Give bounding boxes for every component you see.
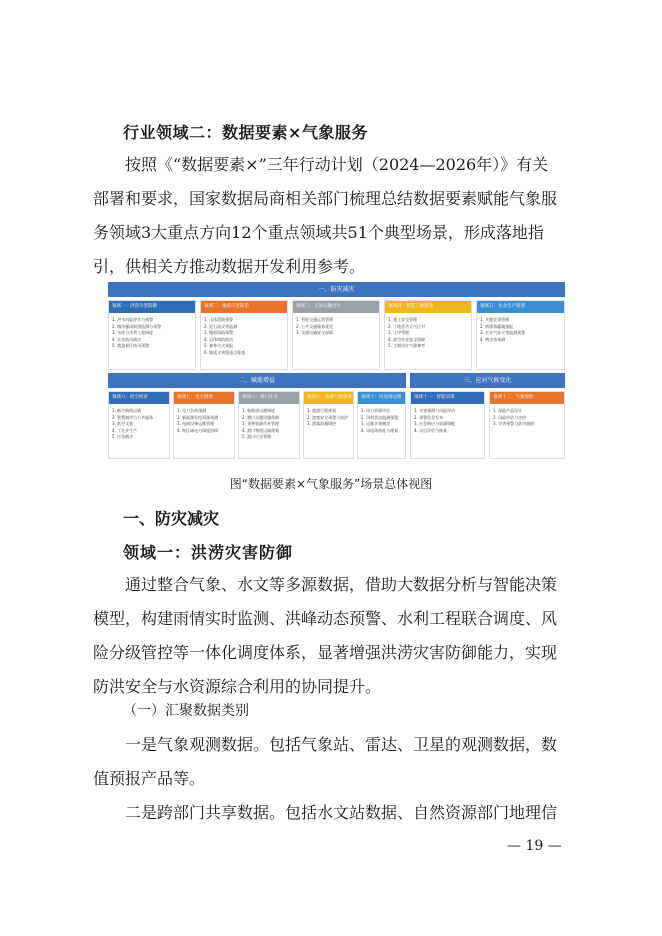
domain-card	[200, 300, 288, 370]
domain-title: 领域八：港口作业	[239, 392, 299, 404]
domain-card	[292, 300, 380, 370]
domain-item: 3. 农业气象灾害监测预警	[480, 330, 526, 335]
domain-item: 4. 农业防汛减灾	[112, 336, 142, 342]
domain-item: 4. 跨区域电力调度协调	[177, 427, 219, 433]
domain-title: 领域四：智慧工地建设	[385, 301, 471, 313]
domain-title: 领域十：风电场运维	[358, 392, 405, 404]
domain-items	[109, 313, 195, 350]
domain-items	[109, 404, 169, 441]
domain-items	[358, 404, 405, 434]
domain-item: 1. 船舶进出港调度	[242, 408, 276, 413]
domain-item: 2. 工地恶劣天气应对	[388, 323, 426, 329]
domain-item: 4. 高空作业安全保障	[388, 336, 426, 342]
domain-item: 3. 游客流量调控	[307, 421, 337, 426]
domain-item: 2. 风机状态监测预警	[361, 414, 399, 420]
domain-item: 3. 应急响应与资源调配	[414, 421, 456, 426]
domain-item: 3. 货物装卸作业管理	[242, 421, 280, 426]
domain-item: 1. 山体滑坡预警	[204, 317, 234, 322]
text-line: 引，供相关方推动数据开发利用参考。	[93, 257, 366, 276]
heading-domain-one: 领域一：洪涝灾害防御	[123, 543, 294, 562]
domain-item: 3. 工序管理	[388, 330, 410, 335]
domain-item: 2. 病情和灌溉预报	[480, 323, 514, 329]
domain-card	[489, 391, 565, 459]
domain-title: 领域一：洪涝灾害防御	[109, 301, 195, 313]
text-line: 防洪安全与水资源综合利用的协同提升。	[93, 677, 382, 696]
domain-card	[173, 391, 235, 459]
domain-items	[411, 404, 484, 434]
domain-item: 3. 灾害预警与防灾减损	[493, 421, 535, 426]
domain-item: 5. 应急减灾	[112, 434, 134, 439]
intro-paragraph	[93, 148, 577, 284]
domain-card	[303, 391, 354, 459]
domain-card	[108, 300, 196, 370]
domain-item: 4. 港口物流运输规划	[242, 427, 280, 433]
domain-one-paragraph	[93, 568, 577, 704]
domain-item: 3. 运维计划制定	[361, 421, 391, 426]
text-line: 部署和要求，国家数据局商相关部门梳理总结数据要素赋能气象服	[93, 189, 558, 208]
section-title: 行业领域二：数据要素×气象服务	[123, 123, 368, 142]
domain-item: 5. 工期设计气象参考	[388, 343, 426, 348]
domain-title: 领域九：旅游气象服务	[304, 392, 353, 404]
domain-item: 1. 风力资源评估	[361, 408, 391, 413]
band-disaster-prevention: 一、防灾减灾	[108, 282, 565, 297]
domain-item: 1. 旅游行程规划	[307, 408, 337, 413]
domain-item: 2. 游客安全预警与防护	[307, 414, 349, 420]
text-line: 二是跨部门共享数据。包括水文站数据、自然资源部门地理信	[125, 803, 558, 822]
domain-card	[108, 391, 170, 459]
domain-item: 2. 泥石流灾害监测	[204, 323, 238, 329]
domain-items	[385, 313, 471, 350]
domain-item: 1. 关键农事管理	[480, 317, 510, 322]
domain-items	[239, 404, 299, 441]
domain-item: 1. 智能交通运营管理	[296, 317, 334, 322]
heading-data-categories: （一）汇聚数据类别	[123, 703, 249, 719]
domain-item: 1. 洪水风险评估与预警	[112, 317, 154, 322]
domain-item: 1. 施工安全管理	[388, 317, 418, 322]
domain-card	[410, 391, 485, 459]
domain-item: 1. 灾害预测与风险评估	[414, 408, 456, 413]
domain-title: 领域三：交通运输出行	[293, 301, 379, 313]
domain-items	[201, 313, 287, 356]
domain-item: 1. 电力负荷预测	[177, 408, 207, 413]
domain-item: 4. 灾后评估与恢复	[414, 427, 448, 433]
page-number: — 19 —	[507, 838, 562, 854]
text-line: 模型，构建雨情实时监测、洪峰动态预警、水利工程联合调度、风	[93, 609, 558, 628]
domain-title: 领域十二：气象保险	[490, 392, 564, 404]
domain-item: 4. 岩体塌陷防治	[204, 336, 234, 342]
domain-items	[490, 404, 564, 428]
domain-item: 3. 地面塌陷预警	[204, 330, 234, 335]
domain-card	[476, 300, 565, 370]
text-line: 值预报产品等。	[93, 769, 206, 788]
domain-item: 2. 智慧城市与公共服务	[112, 414, 154, 420]
domain-item: 2. 城市暴雨积涝监测与预警	[112, 323, 162, 329]
domain-title: 领域二：地质灾害防范	[201, 301, 287, 313]
data-category-paragraph-1	[93, 728, 577, 796]
domain-items	[174, 404, 234, 434]
heading-disaster-prevention: 一、防灾减灾	[123, 509, 220, 528]
domain-item: 1. 低空航线运输	[112, 408, 142, 413]
domain-item: 6. 地质灾害隐患点排查	[204, 349, 246, 355]
band-climate-change: 三、应对气候变化	[410, 373, 565, 388]
domain-item: 3. 交通运输安全保障	[296, 330, 334, 335]
domain-title: 领域五：农业生产管理	[477, 301, 564, 313]
domain-title: 领域七：电力调度	[174, 392, 234, 404]
domain-card	[357, 391, 406, 459]
domain-items	[477, 313, 564, 343]
domain-item: 3. 水库与水利工程调度	[112, 330, 154, 335]
band-empowerment: 二、赋能增益	[108, 373, 406, 388]
text-line: 务领域3大重点方向12个重点领域共51个典型场景，形成落地指	[93, 223, 544, 242]
domain-item: 1. 保险产品设计	[493, 408, 523, 413]
domain-item: 2. 风险评估与定价	[493, 414, 527, 420]
domain-card	[238, 391, 300, 459]
domain-items	[293, 313, 379, 337]
domain-items	[304, 404, 353, 428]
text-line: 按照《“数据要素×”三年行动计划（2024—2026年）》有关	[125, 155, 549, 174]
scenario-overview-figure	[108, 282, 565, 459]
domain-item: 3. 低空文旅	[112, 421, 134, 426]
text-line: 通过整合气象、水文等多源数据，借助大数据分析与智能决策	[125, 575, 558, 594]
domain-card	[384, 300, 472, 370]
domain-item: 3. 电网设备运维管理	[177, 421, 215, 426]
domain-item: 5. 森林火灾预报	[204, 343, 234, 348]
domain-item: 4. 风电场选址与规划	[361, 427, 399, 433]
domain-item: 4. 工农业生产	[112, 427, 138, 433]
domain-title: 领域六：低空经济	[109, 392, 169, 404]
domain-item: 5. 旅游景区防汛预警	[112, 343, 150, 348]
domain-item: 5. 港口应急管理	[242, 434, 272, 439]
text-line: 一是气象观测数据。包括气象站、雷达、卫星的观测数据，数	[125, 735, 558, 754]
data-category-paragraph-2	[93, 796, 577, 830]
domain-item: 2. 公共交通服务优化	[296, 323, 334, 329]
figure-caption: 图“数据要素×气象服务”场景总体视图	[229, 477, 433, 491]
domain-item: 2. 预警信息发布	[414, 414, 444, 420]
domain-title: 领域十一：智能决策	[411, 392, 484, 404]
text-line: 险分级管控等一体化调度体系，显著增强洪涝灾害防御能力，实现	[93, 643, 558, 662]
domain-item: 2. 新能源发电资源预测	[177, 414, 219, 420]
domain-item: 4. 病虫害预测	[480, 336, 506, 342]
domain-item: 2. 港口关键设施保障	[242, 414, 280, 420]
